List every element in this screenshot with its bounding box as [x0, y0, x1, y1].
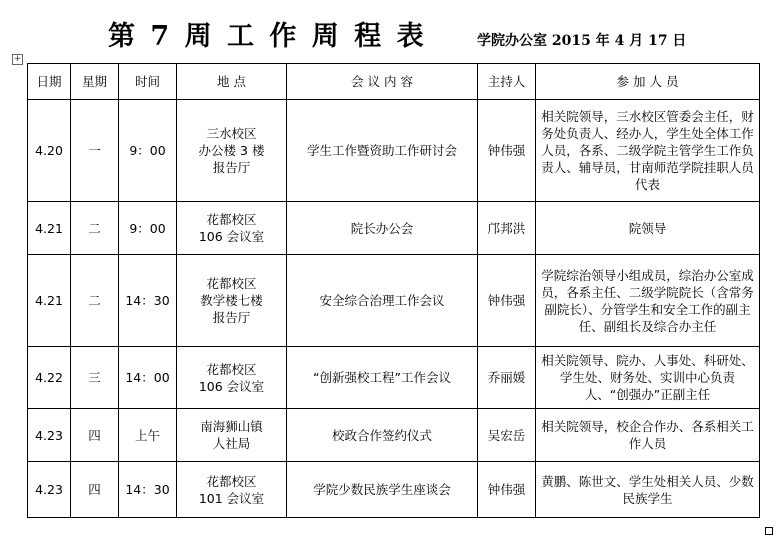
cell-attendees: 相关院领导，三水校区管委会主任，财务处负责人、经办人，学生处全体工作人员，各系、二级学院主管学生工作负责人、辅导员，甘南师范学院挂职人员代表: [536, 100, 760, 202]
cell-host: 吴宏岳: [478, 409, 536, 462]
cell-location: 花都校区 101 会议室: [177, 462, 287, 518]
issuer-date: 学院办公室 2015 年 4 月 17 日: [477, 33, 687, 49]
col-header-location: 地 点: [177, 64, 287, 100]
cell-content: 院长办公会: [287, 202, 478, 255]
cell-date: 4.21: [28, 202, 71, 255]
col-header-time: 时间: [119, 64, 177, 100]
cell-attendees: 相关院领导、院办、人事处、科研处、学生处、财务处、实训中心负责人、“创强办”正副主任: [536, 347, 760, 409]
cell-content: 学院少数民族学生座谈会: [287, 462, 478, 518]
cell-date: 4.23: [28, 409, 71, 462]
table-row: [28, 462, 760, 518]
table-resize-handle[interactable]: [765, 527, 773, 535]
cell-content: 校政合作签约仪式: [287, 409, 478, 462]
cell-location: 三水校区 办公楼 3 楼 报告厅: [177, 100, 287, 202]
table-row: [28, 202, 760, 255]
cell-location: 花都校区 教学楼七楼 报告厅: [177, 255, 287, 347]
cell-content: 学生工作暨资助工作研讨会: [287, 100, 478, 202]
cell-weekday: 二: [71, 255, 119, 347]
cell-date: 4.20: [28, 100, 71, 202]
cell-time: 9：00: [119, 100, 177, 202]
table-row: [28, 100, 760, 202]
cell-weekday: 一: [71, 100, 119, 202]
cell-date: 4.21: [28, 255, 71, 347]
cell-time: 14：00: [119, 347, 177, 409]
cell-location: 花都校区 106 会议室: [177, 202, 287, 255]
table-row: [28, 255, 760, 347]
cell-host: 邝邦洪: [478, 202, 536, 255]
cell-weekday: 四: [71, 462, 119, 518]
col-header-host: 主持人: [478, 64, 536, 100]
table-move-handle-icon[interactable]: +: [13, 54, 22, 64]
cell-weekday: 三: [71, 347, 119, 409]
cell-content: 安全综合治理工作会议: [287, 255, 478, 347]
cell-attendees: 黄鹏、陈世文、学生处相关人员、少数民族学生: [536, 462, 760, 518]
col-header-weekday: 星期: [71, 64, 119, 100]
cell-time: 9：00: [119, 202, 177, 255]
cell-time: 14：30: [119, 255, 177, 347]
cell-location: 花都校区 106 会议室: [177, 347, 287, 409]
cell-host: 钟伟强: [478, 100, 536, 202]
header-row: [28, 64, 760, 100]
cell-weekday: 二: [71, 202, 119, 255]
cell-location: 南海狮山镇 人社局: [177, 409, 287, 462]
col-header-content: 会 议 内 容: [287, 64, 478, 100]
cell-host: 乔丽媛: [478, 347, 536, 409]
page-title: 第 7 周 工 作 周 程 表: [108, 21, 427, 52]
cell-date: 4.22: [28, 347, 71, 409]
schedule-table: [27, 63, 760, 518]
cell-time: 上午: [119, 409, 177, 462]
cell-date: 4.23: [28, 462, 71, 518]
col-header-attendees: 参 加 人 员: [536, 64, 760, 100]
cell-weekday: 四: [71, 409, 119, 462]
col-header-date: 日期: [28, 64, 71, 100]
table-row: [28, 347, 760, 409]
cell-host: 钟伟强: [478, 462, 536, 518]
cell-time: 14：30: [119, 462, 177, 518]
table-row: [28, 409, 760, 462]
cell-attendees: 相关院领导，校企合作办、各系相关工作人员: [536, 409, 760, 462]
cell-host: 钟伟强: [478, 255, 536, 347]
cell-attendees: 院领导: [536, 202, 760, 255]
cell-attendees: 学院综治领导小组成员，综治办公室成员，各系主任、二级学院院长（含常务副院长）、分管学生和安全工作的副主任、副组长及综合办主任: [536, 255, 760, 347]
cell-content: “创新强校工程”工作会议: [287, 347, 478, 409]
